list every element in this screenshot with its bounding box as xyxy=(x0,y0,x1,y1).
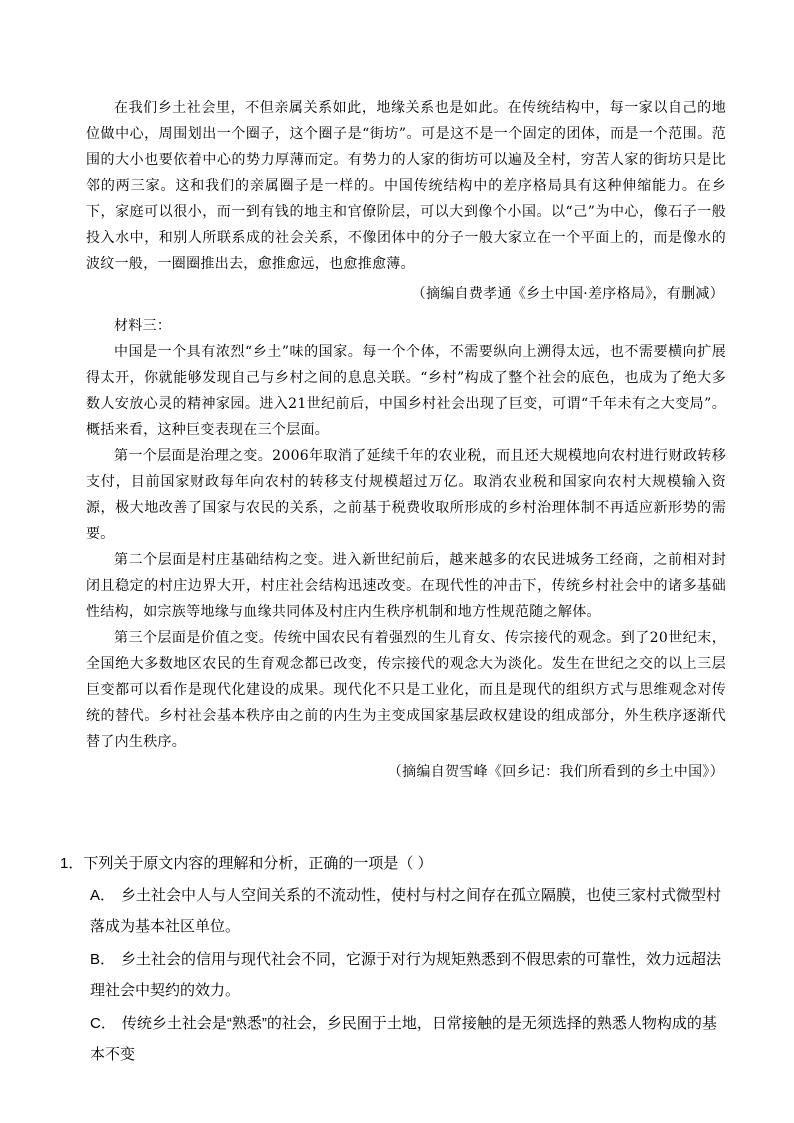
passage-paragraph-2: 中国是一个具有浓烈“乡土”味的国家。每一个个体，不需要纵向上溯得太远，也不需要横向扩展得太开，你就能够发现自己与乡村之间的息息关联。“乡村”构成了整个社会的底色，也成为了绝大多数人安放心灵的精神家园。进入21世纪前后，中国乡村社会出现了巨变，可谓“千年未有之大变局”。概括来看，这种巨变表现在三个层面。 xyxy=(86,344,726,438)
option-b-text: 乡土社会的信用与现代社会不同，它源于对行为规矩熟悉到不假思索的可靠性，效力远超法理社会中契约的效力。 xyxy=(90,951,722,999)
question-stem: 1．下列关于原文内容的理解和分析，正确的一项是（ ） xyxy=(60,855,433,872)
option-c xyxy=(60,1008,730,1070)
option-b xyxy=(60,944,730,1006)
option-a-text: 乡土社会中人与人空间关系的不流动性，使村与村之间存在孤立隔膜，也使三家村式微型村落成为基本社区单位。 xyxy=(90,887,722,935)
option-a xyxy=(60,880,730,942)
material-three-label: 材料三： xyxy=(114,318,172,334)
question-section xyxy=(60,850,730,1070)
source-citation-2: （摘编自贺雪峰《回乡记：我们所看到的乡土中国》） xyxy=(387,764,724,780)
option-c-letter: C． xyxy=(90,1015,116,1032)
passage-paragraph-3: 第一个层面是治理之变。2006年取消了延续千年的农业税，而且还大规模地向农村进行财政转移支付，目前国家财政每年向农村的转移支付规模超过万亿。取消农业税和国家向农村大规模输入资源，极大地改善了国家与农民的关系，之前基于税费收取所形成的乡村治理体制不再适应新形势的需要。 xyxy=(86,448,726,542)
passage-section xyxy=(86,95,726,791)
passage-paragraph-1: 在我们乡土社会里，不但亲属关系如此，地缘关系也是如此。在传统结构中，每一家以自己的地位做中心，周围划出一个圈子，这个圈子是“街坊”。可是这不是一个固定的团体，而是一个范围。范围的大小也要依着中心的势力厚薄而定。有势力的人家的街坊可以遍及全村，穷苦人家的街坊只是比邻的两三家。这和我们的亲属圈子是一样的。中国传统结构中的差序格局具有这种伸缩能力。在乡下，家庭可以很小，而一到有钱的地主和官僚阶层，可以大到像个小国。以“己”为中心，像石子一般投入水中，和别人所联系成的社会关系，不像团体中的分子一般大家立在一个平面上的，而是像水的波纹一般，一圈圈推出去，愈推愈远，也愈推愈薄。 xyxy=(86,100,726,272)
option-c-text: 传统乡土社会是“熟悉”的社会，乡民囿于土地，日常接触的是无须选择的熟悉人物构成的基本不变 xyxy=(90,1015,717,1063)
source-citation-1: （摘编自费孝通《乡土中国·差序格局》，有删减） xyxy=(411,286,724,302)
option-b-letter: B． xyxy=(90,951,116,968)
option-a-letter: A． xyxy=(90,887,116,904)
passage-paragraph-5: 第三个层面是价值之变。传统中国农民有着强烈的生儿育女、传宗接代的观念。到了20世纪末，全国绝大多数地区农民的生育观念都已改变，传宗接代的观念大为淡化。发生在世纪之交的以上三层巨变都可以看作是现代化建设的成果。现代化不只是工业化，而且是现代的组织方式与思维观念对传统的替代。乡村社会基本秩序由之前的内生为主变成国家基层政权建设的组成部分，外生秩序逐渐代替了内生秩序。 xyxy=(86,630,726,750)
passage-paragraph-4: 第二个层面是村庄基础结构之变。进入新世纪前后，越来越多的农民进城务工经商，之前相对封闭且稳定的村庄边界大开，村庄社会结构迅速改变。在现代性的冲击下，传统乡村社会中的诸多基础性结构，如宗族等地缘与血缘共同体及村庄内生秩序机制和地方性规范随之解体。 xyxy=(86,552,726,620)
